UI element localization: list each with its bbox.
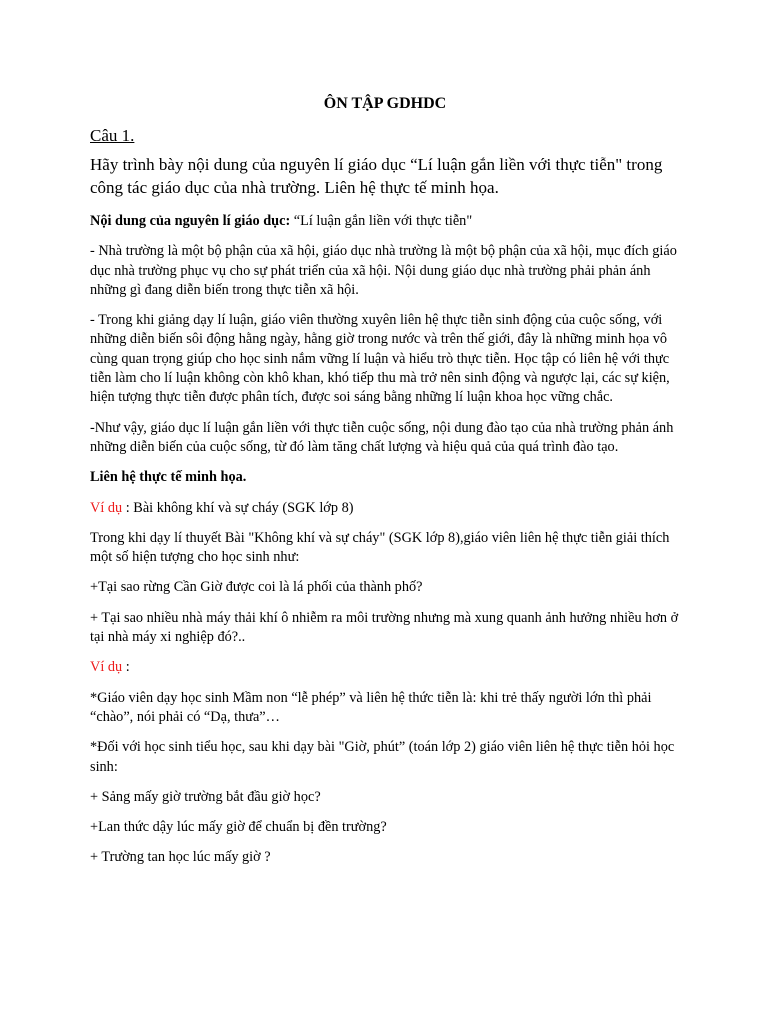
example-1-label: Ví dụ: [90, 499, 123, 516]
content-heading: [90, 212, 680, 231]
question-number: Câu 1.: [90, 126, 135, 145]
paragraph-10: +Lan thức dậy lúc mấy giờ để chuẩn bị đền trường?: [90, 819, 387, 836]
example-2-text: :: [122, 659, 130, 676]
example-1-text: : Bài không khí và sự cháy (SGK lớp 8): [122, 499, 354, 516]
example-2: [90, 658, 680, 677]
content-heading-bold: Nội dung của nguyên lí giáo dục:: [90, 213, 291, 229]
practice-heading: Liên hệ thực tế minh họa.: [90, 469, 247, 486]
example-1: [90, 499, 680, 518]
paragraph-7: *Giáo viên dạy học sinh Mầm non “lễ phép” và liên hệ thức tiễn là: khi trẻ thấy người lớn thì phải “chào”, nói phải có “Dạ, thưa”…: [90, 689, 652, 725]
example-2-label: Ví dụ: [90, 659, 123, 676]
document-title: ÔN TẬP GDHDC: [323, 95, 447, 112]
content-heading-rest: “Lí luận gắn liền với thực tiễn": [290, 213, 473, 229]
question-text: Hãy trình bày nội dung của nguyên lí giáo dục “Lí luận gắn liền với thực tiễn" trong công tác giáo dục của nhà trường. Liên hệ thực tế minh họa.: [90, 155, 663, 197]
paragraph-5: +Tại sao rừng Cần Giờ được coi là lá phối của thành phố?: [90, 579, 423, 596]
paragraph-6: + Tại sao nhiều nhà máy thải khí ô nhiễm ra môi trường nhưng mà xung quanh ảnh hưởng nhiều hơn ở tại nhà máy xi nghiệp đó?..: [90, 609, 679, 646]
paragraph-4: Trong khi dạy lí thuyết Bài "Không khí và sự cháy" (SGK lớp 8),giáo viên liên hệ thực tiễn giải thích một số hiện tượng cho học sinh như:: [90, 529, 670, 566]
paragraph-11: + Trường tan học lúc mấy giờ ?: [90, 849, 271, 866]
paragraph-3: -Như vậy, giáo dục lí luận gắn liền với thực tiễn cuộc sống, nội dung đào tạo của nhà trường phản ánh những diễn biến của cuộc sống, từ đó làm tăng chất lượng và hiệu quả của quá trình đào tạo.: [90, 419, 674, 455]
paragraph-2: - Trong khi giảng dạy lí luận, giáo viên thường xuyên liên hệ thực tiễn sinh động của cuộc sống, với những diễn biến sôi động hằng ngày, hằng giờ trong nước và trên thế giới, đây là những minh họa vô cùng quan trọng giúp cho học sinh nắm vững lí luận và hiểu trò thực tiễn. Học tập có liên hệ với thực tiễn làm cho lí luận không còn khô khan, khó tiếp thu mà trở nên sinh động và ngược lại, các sự kiện, hiện tượng thực tiễn được phân tích, được soi sáng bằng những lí luận khoa học vững chắc.: [90, 312, 670, 406]
document-page: [90, 94, 680, 879]
paragraph-8: *Đối với học sinh tiểu học, sau khi dạy bài "Giờ, phút” (toán lớp 2) giáo viên liên hệ thực tiễn hỏi học sinh:: [90, 739, 675, 775]
paragraph-9: + Sảng mấy giờ trường bắt đầu giờ học?: [90, 788, 321, 805]
paragraph-1: - Nhà trường là một bộ phận của xã hội, giáo dục nhà trường là một bộ phận của xã hội, mục đích giáo dục nhà trường phục vụ cho sự phát triển của xã hội. Nội dung giáo dục nhà trường phải phản ánh những gì đang diễn biến trong thực tiễn xã hội.: [90, 243, 677, 298]
